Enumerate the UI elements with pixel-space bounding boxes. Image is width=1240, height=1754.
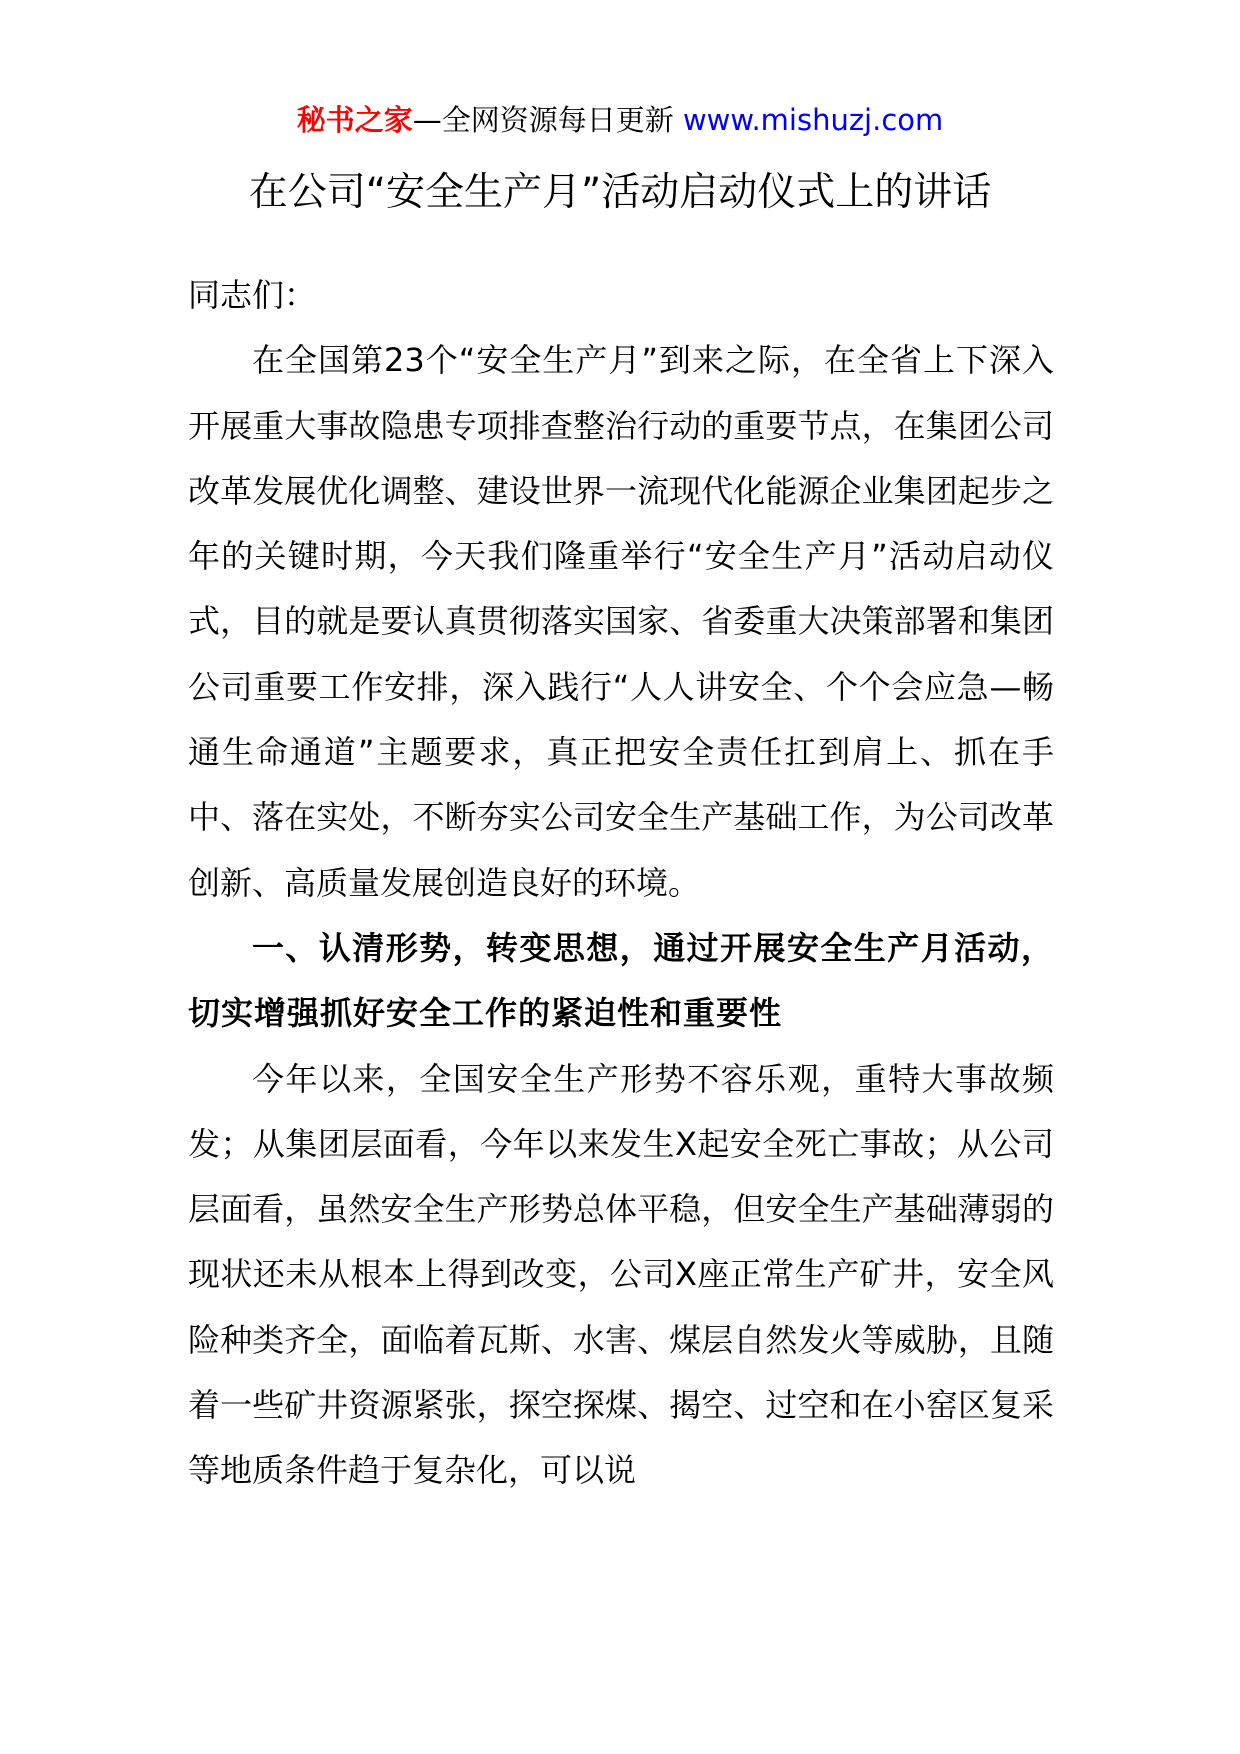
site-header <box>0 100 1240 140</box>
site-url-link[interactable]: www.mishuzj.com <box>682 103 944 137</box>
salutation: 同志们： <box>188 276 317 314</box>
document-body <box>188 263 1054 1504</box>
site-tagline: —全网资源每日更新 <box>412 103 683 137</box>
site-brand: 秘书之家 <box>296 103 413 137</box>
document-title: 在公司“安全生产月”活动启动仪式上的讲话 <box>248 170 992 215</box>
section-paragraph: 今年以来，全国安全生产形势不容乐观，重特大事故频发；从集团层面看，今年以来发生X起安全死亡事故；从公司层面看，虽然安全生产形势总体平稳，但安全生产基础薄弱的现状还未从根本上得到改变，公司X座正常生产矿井，安全风险种类齐全，面临着瓦斯、水害、煤层自然发火等威胁，且随着一些矿井资源紧张，探空探煤、揭空、过空和在小窑区复采等地质条件趋于复杂化，可以说 <box>188 1059 1054 1490</box>
section-heading: 一、认清形势，转变思想，通过开展安全生产月活动，切实增强抓好安全工作的紧迫性和重要性 <box>188 928 1054 1033</box>
intro-paragraph: 在全国第23个“安全生产月”到来之际，在全省上下深入开展重大事故隐患专项排查整治行动的重要节点，在集团公司改革发展优化调整、建设世界一流现代化能源企业集团起步之年的关键时期，今天我们隆重举行“安全生产月”活动启动仪式，目的就是要认真贯彻落实国家、省委重大决策部署和集团公司重要工作安排，深入践行“人人讲安全、个个会应急—畅通生命通道”主题要求，真正把安全责任扛到肩上、抓在手中、落在实处，不断夯实公司安全生产基础工作，为公司改革创新、高质量发展创造良好的环境。 <box>188 341 1054 902</box>
